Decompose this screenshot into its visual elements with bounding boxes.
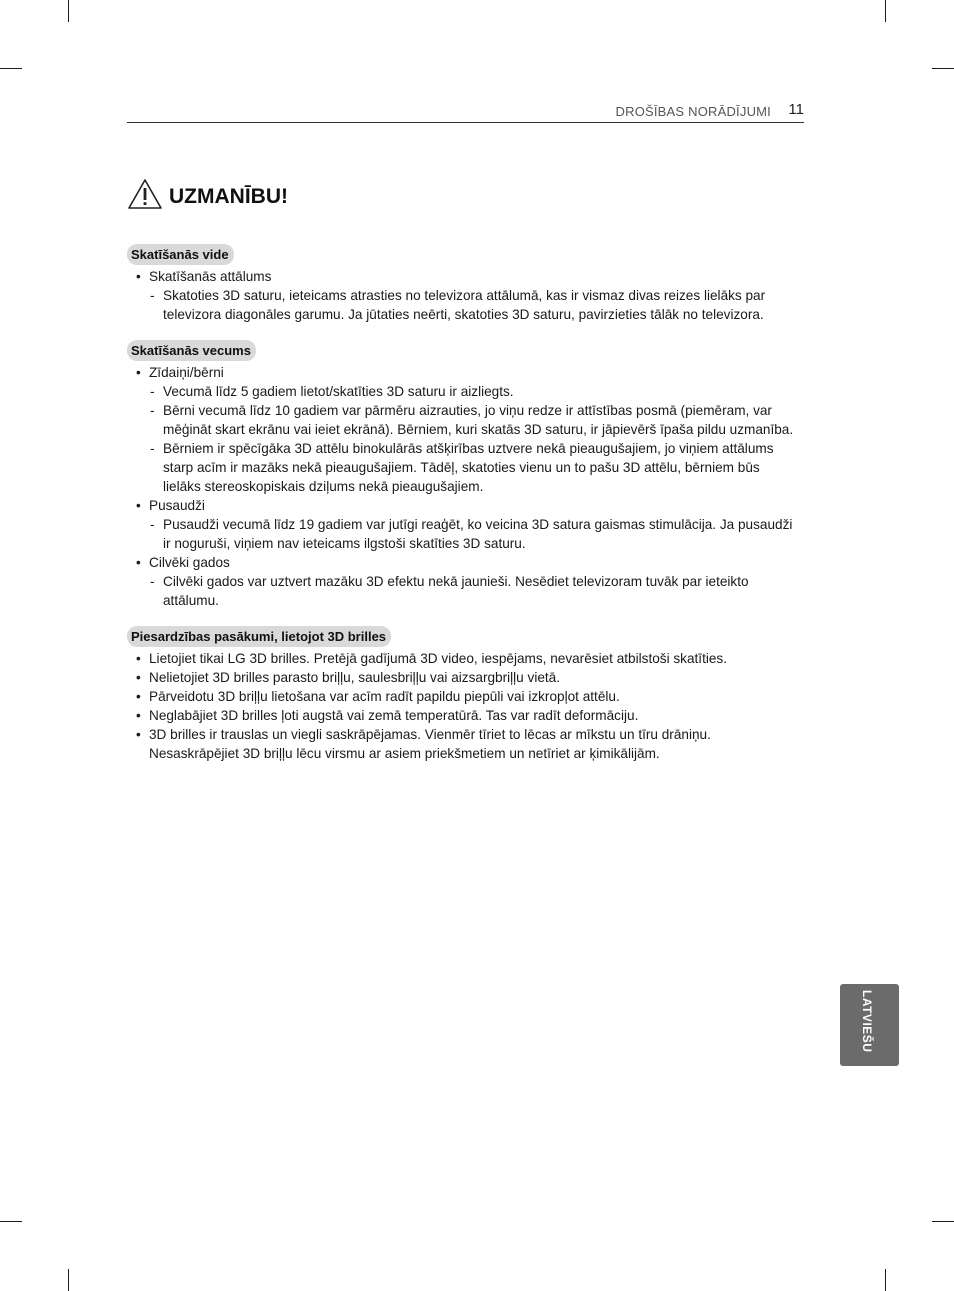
header-section-title: DROŠĪBAS NORĀDĪJUMI <box>615 104 771 119</box>
list-item: • Nelietojiet 3D brilles parasto briļļu, saulesbriļļu vai aizsargbriļļu vietā. <box>127 668 797 687</box>
list-item: - Bērni vecumā līdz 10 gadiem var pārmēru aizrauties, jo viņu redze ir attīstības posmā (piemēram, var mēģināt skart ekrānu vai ieiet ekrānā). Bērniem, kuri skatās 3D saturu, ir jāpievērš īpaša pildu uzmanība. <box>127 401 797 439</box>
title-text: UZMANĪBU! <box>169 185 288 208</box>
section-3d-glasses-precautions <box>127 626 797 763</box>
page-title <box>127 176 288 212</box>
page-number: 11 <box>788 101 804 118</box>
list-item: - Cilvēki gados var uztvert mazāku 3D efektu nekā jaunieši. Nesēdiet televizoram tuvāk par ieteikto attālumu. <box>127 572 797 610</box>
section-label: Piesardzības pasākumi, lietojot 3D brilles <box>127 626 391 647</box>
section-viewing-age <box>127 340 797 610</box>
crop-mark <box>68 0 69 22</box>
crop-mark <box>932 68 954 69</box>
list-item: - Pusaudži vecumā līdz 19 gadiem var jutīgi reaģēt, ko veicina 3D satura gaismas stimulācija. Ja pusaudži ir noguruši, viņiem nav ieteicams ilgstoši skatīties 3D saturu. <box>127 515 797 553</box>
list-item: • 3D brilles ir trauslas un viegli saskrāpējamas. Vienmēr tīriet to lēcas ar mīkstu un tīru drāniņu. Nesaskrāpējiet 3D briļļu lēcu virsmu ar asiem priekšmetiem un netīriet ar ķimikālijām. <box>127 725 797 763</box>
language-tab-label: LATVIEŠU <box>860 990 874 1053</box>
list-item: • Cilvēki gados <box>127 553 797 572</box>
list-item: • Zīdaiņi/bērni <box>127 363 797 382</box>
page-header <box>127 100 804 123</box>
crop-mark <box>68 1269 69 1291</box>
warning-triangle-icon <box>127 178 163 210</box>
list-item: • Neglabājiet 3D brilles ļoti augstā vai zemā temperatūrā. Tas var radīt deformāciju. <box>127 706 797 725</box>
list-item: • Pusaudži <box>127 496 797 515</box>
language-tab <box>840 984 899 1066</box>
list-item: • Lietojiet tikai LG 3D brilles. Pretējā gadījumā 3D video, iespējams, nevarēsiet atbilstoši skatīties. <box>127 649 797 668</box>
crop-mark <box>885 0 886 22</box>
crop-mark <box>885 1269 886 1291</box>
list-item: • Skatīšanās attālums <box>127 267 797 286</box>
section-label: Skatīšanās vecums <box>127 340 256 361</box>
crop-mark <box>932 1221 954 1222</box>
section-label: Skatīšanās vide <box>127 244 234 265</box>
warning-content <box>127 244 797 779</box>
crop-mark <box>0 1221 22 1222</box>
section-viewing-environment <box>127 244 797 324</box>
list-item: - Skatoties 3D saturu, ieteicams atrasties no televizora attālumā, kas ir vismaz divas reizes lielāks par televizora diagonāles garumu. Ja jūtaties neērti, skatoties 3D saturu, pavirzieties tālāk no televizora. <box>127 286 797 324</box>
list-item: • Pārveidotu 3D briļļu lietošana var acīm radīt papildu piepūli vai izkropļot attēlu. <box>127 687 797 706</box>
list-item: - Vecumā līdz 5 gadiem lietot/skatīties 3D saturu ir aizliegts. <box>127 382 797 401</box>
crop-mark <box>0 68 22 69</box>
list-item: - Bērniem ir spēcīgāka 3D attēlu binokulārās atšķirības uztvere nekā pieaugušajiem, jo viņiem attālums starp acīm ir mazāks nekā pieaugušajiem. Tādēļ, skatoties vienu un to pašu 3D attēlu, bērniem būs lielāks stereoskopiskais dziļums nekā pieaugušajiem. <box>127 439 797 496</box>
